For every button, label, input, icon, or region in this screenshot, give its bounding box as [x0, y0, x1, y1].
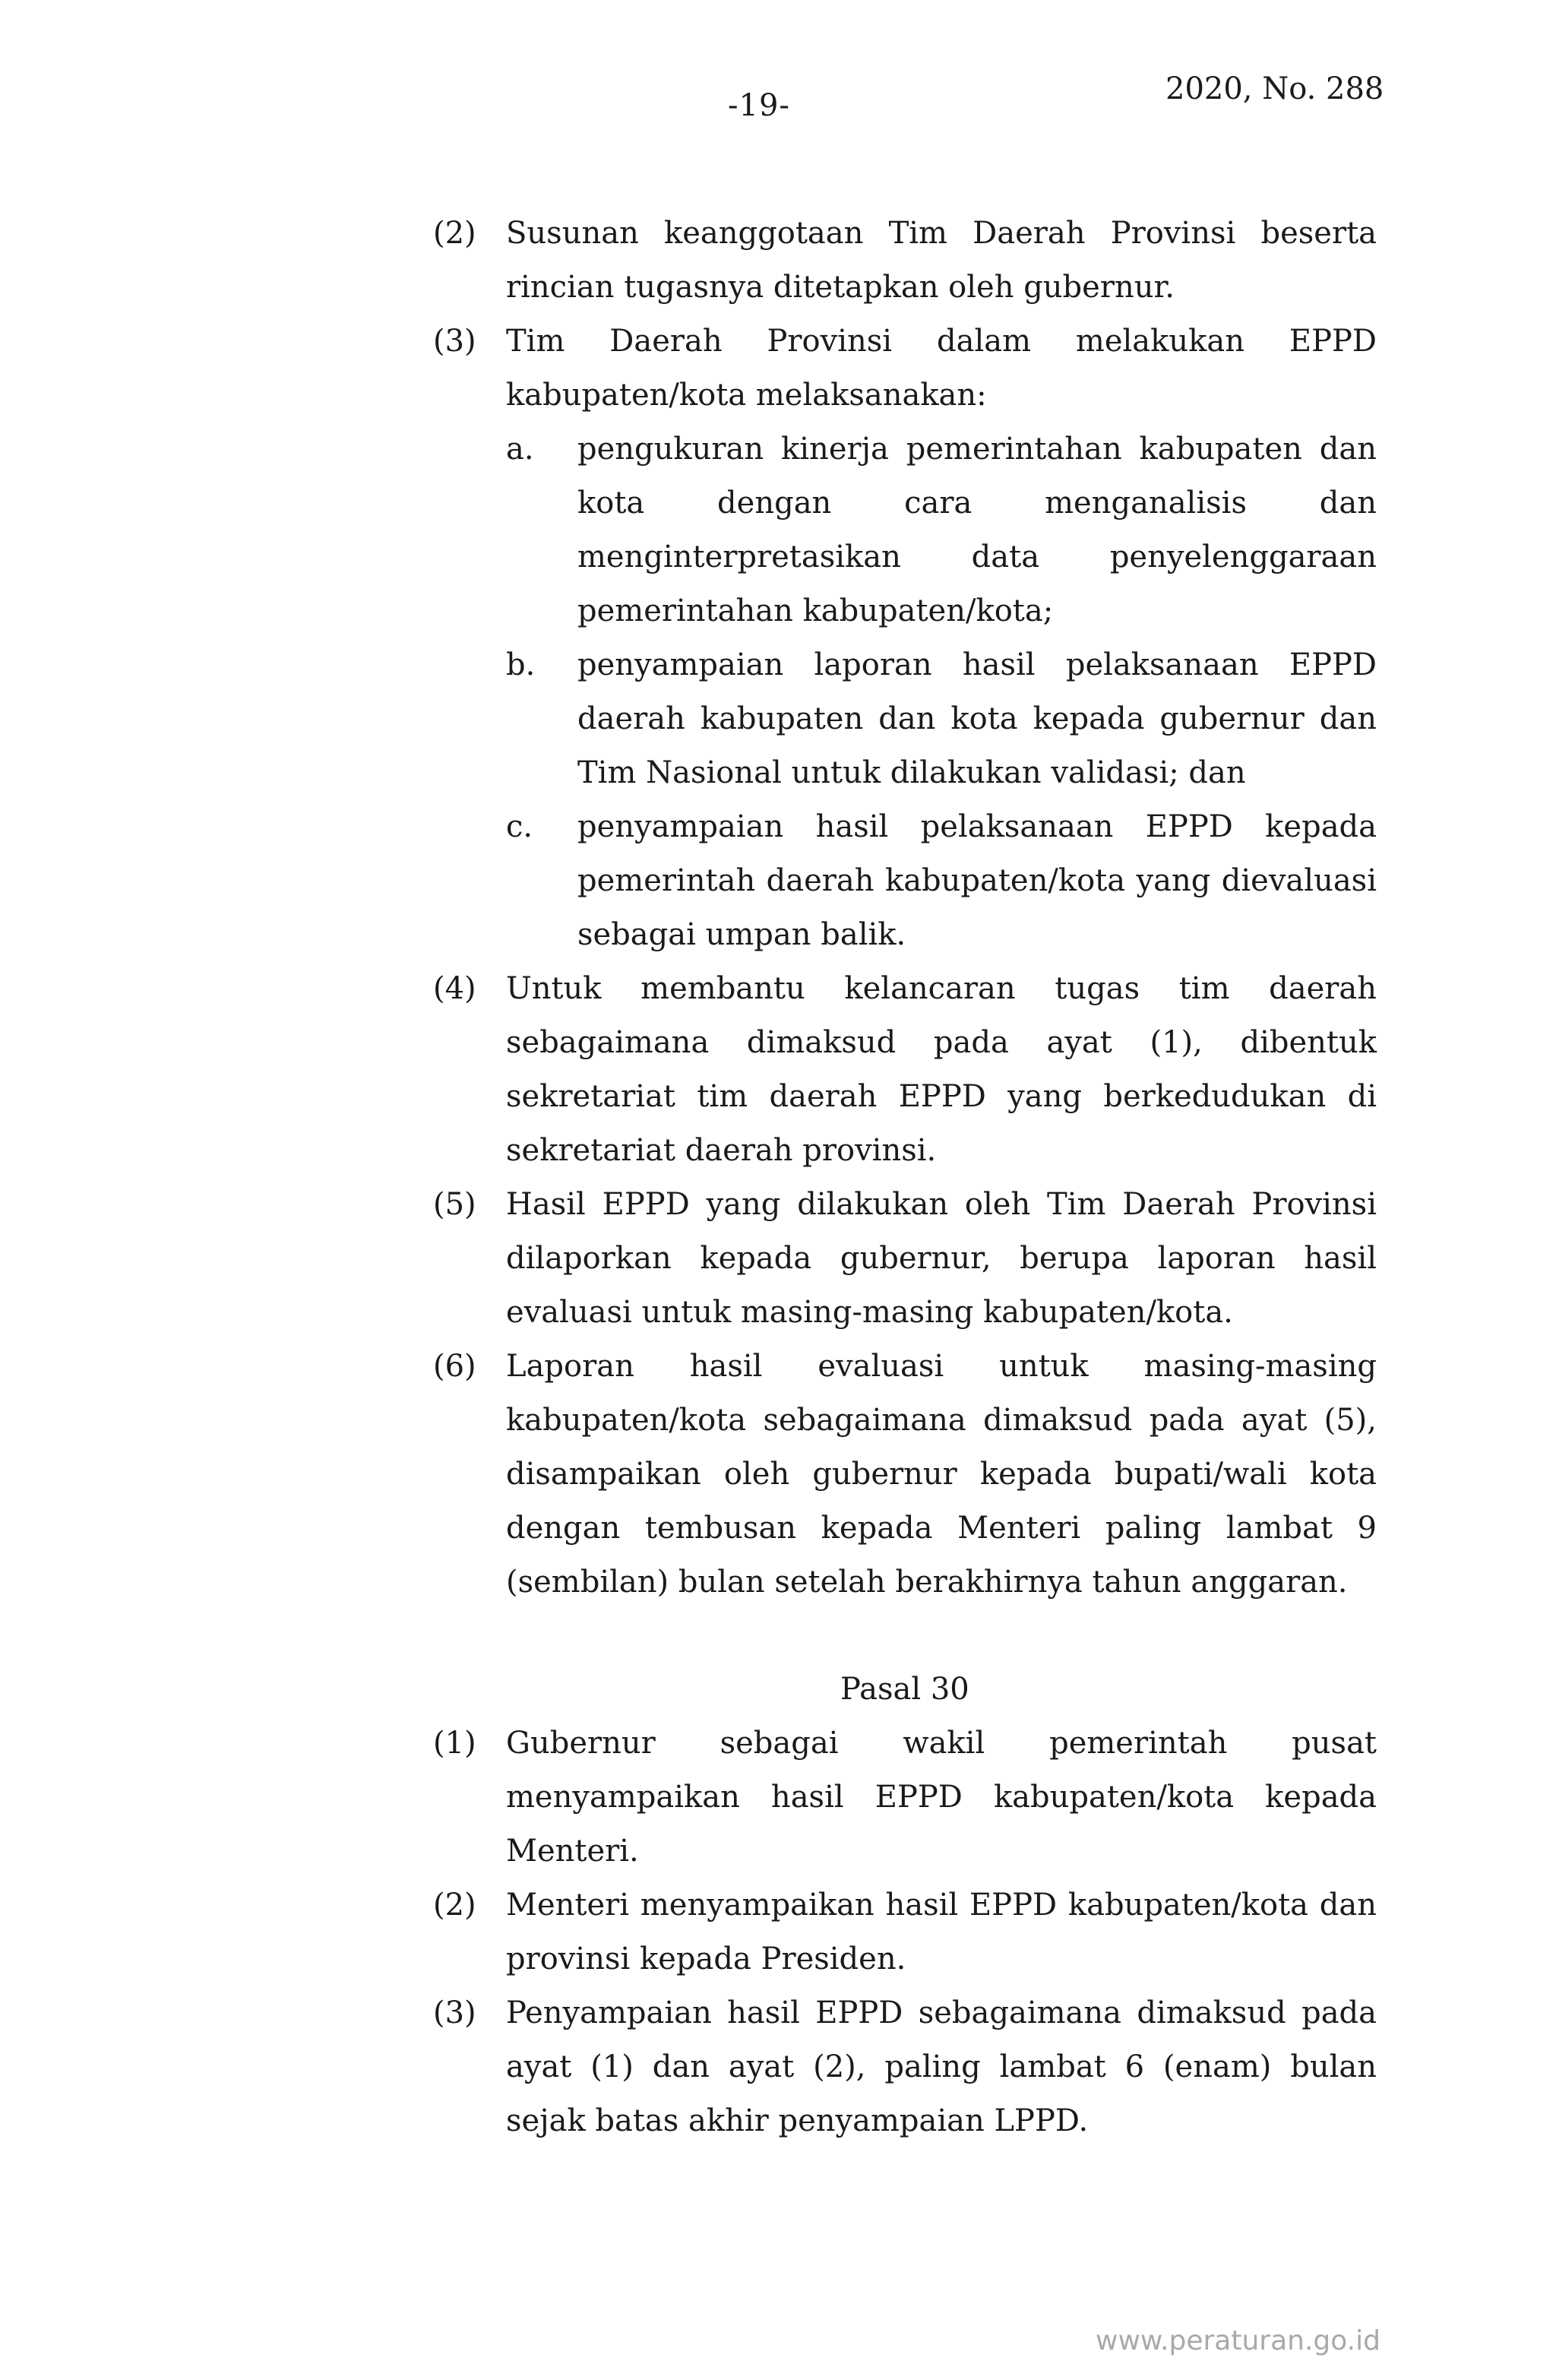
ayat-number: (6) — [433, 1349, 476, 1384]
ayat-text: Laporan hasil evaluasi untuk masing-masing kabupaten/kota sebagaimana dimaksud pada ayat (5), disampaikan oleh gubernur kepada bupati/wali kota dengan tembusan kepada Menteri paling lambat 9 (sembilan) bulan setelah berakhirnya tahun anggaran. — [506, 1349, 1377, 1600]
ayat-text: Susunan keanggotaan Tim Daerah Provinsi beserta rincian tugasnya ditetapkan oleh gubernur. — [506, 216, 1377, 305]
section-title: Pasal 30 — [840, 1672, 969, 1707]
ayat-text: Untuk membantu kelancaran tugas tim daerah sebagaimana dimaksud pada ayat (1), dibentuk sekretariat tim daerah EPPD yang berkedudukan di sekretariat daerah provinsi. — [506, 971, 1377, 1168]
ayat-number: (2) — [433, 216, 476, 251]
subitem-letter: a. — [506, 432, 534, 467]
ayat-number: (4) — [433, 971, 476, 1006]
ayat-text: Gubernur sebagai wakil pemerintah pusat menyampaikan hasil EPPD kabupaten/kota kepada Menteri. — [506, 1726, 1377, 1869]
subitem-letter: b. — [506, 647, 536, 682]
subitem-text: penyampaian laporan hasil pelaksanaan EPPD daerah kabupaten dan kota kepada gubernur dan Tim Nasional untuk dilakukan validasi; dan — [577, 647, 1377, 790]
ayat-text: Penyampaian hasil EPPD sebagaimana dimaksud pada ayat (1) dan ayat (2), paling lambat 6 (enam) bulan sejak batas akhir penyampaian LPPD. — [506, 1995, 1377, 2138]
subitem-text: penyampaian hasil pelaksanaan EPPD kepada pemerintah daerah kabupaten/kota yang dievaluasi sebagai umpan balik. — [577, 809, 1377, 952]
ayat-text: Tim Daerah Provinsi dalam melakukan EPPD kabupaten/kota melaksanakan: — [506, 324, 1377, 413]
subitem-letter: c. — [506, 809, 533, 844]
ayat-number: (5) — [433, 1187, 476, 1222]
subitem-text: pengukuran kinerja pemerintahan kabupaten dan kota dengan cara menganalisis dan menginterpretasikan data penyelenggaraan pemerintahan kabupaten/kota; — [577, 432, 1377, 628]
ayat-number: (3) — [433, 1995, 476, 2030]
ayat-number: (3) — [433, 324, 476, 359]
ayat-number: (2) — [433, 1888, 476, 1923]
page-number: -19- — [728, 88, 790, 123]
footer-website-link[interactable]: www.peraturan.go.id — [1096, 2325, 1380, 2356]
ayat-number: (1) — [433, 1726, 476, 1761]
document-reference: 2020, No. 288 — [1165, 71, 1384, 106]
ayat-text: Menteri menyampaikan hasil EPPD kabupaten/kota dan provinsi kepada Presiden. — [506, 1888, 1377, 1976]
ayat-text: Hasil EPPD yang dilakukan oleh Tim Daerah Provinsi dilaporkan kepada gubernur, berupa laporan hasil evaluasi untuk masing-masing kabupaten/kota. — [506, 1187, 1377, 1330]
